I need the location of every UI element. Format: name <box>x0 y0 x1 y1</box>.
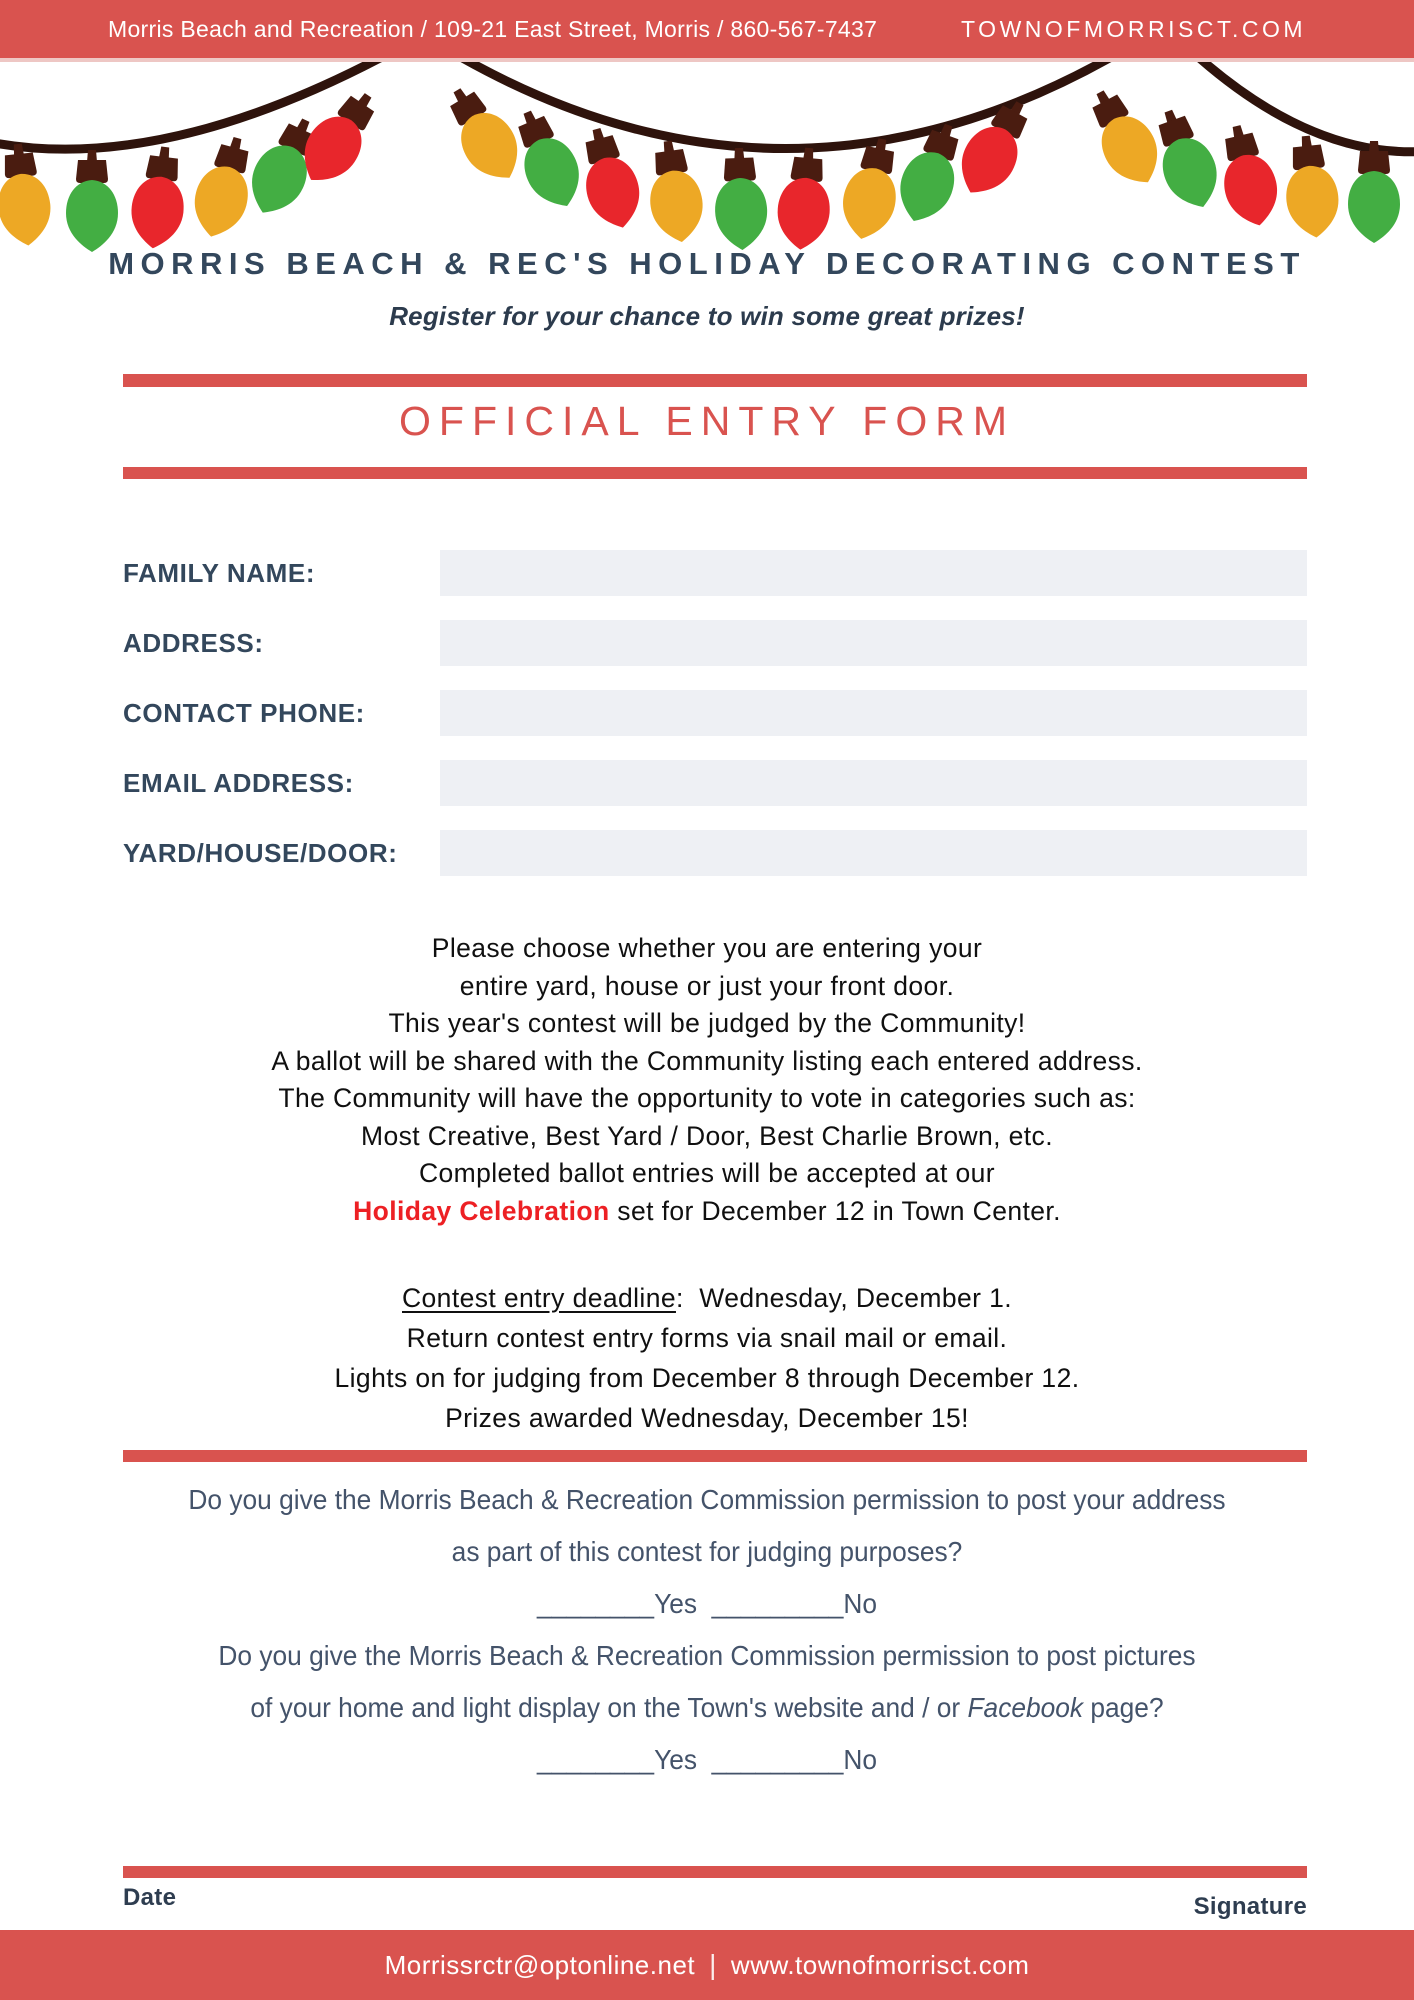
question-1-answer-line <box>42 1588 1371 1640</box>
red-light-bulb-icon <box>571 122 648 234</box>
gold-light-bulb-icon <box>642 137 708 245</box>
green-light-bulb-icon <box>1348 141 1400 243</box>
permission-questions <box>0 1484 1414 1796</box>
red-light-bulb-icon <box>1211 120 1285 231</box>
deadline-line <box>0 1318 1414 1358</box>
intro-text: set for December 12 in Town Center. <box>609 1195 1061 1226</box>
family-name-label: FAMILY NAME: <box>123 557 316 588</box>
yes-label-1: Yes <box>654 1588 698 1619</box>
yard-house-door-input[interactable] <box>440 830 1307 876</box>
intro-text: Most Creative, Best Yard / Door, Best Charlie Brown, etc. <box>361 1120 1053 1151</box>
org-website: TOWNOFMORRISCT.COM <box>961 15 1306 42</box>
question-1-line <box>42 1484 1371 1536</box>
deadline-info <box>0 1278 1414 1438</box>
gold-light-bulb-icon <box>186 131 263 243</box>
question-1-text: as part of this contest for judging purposes? <box>451 1536 963 1567</box>
date-label: Date <box>123 1884 177 1911</box>
intro-text: Completed ballot entries will be accepted at our <box>418 1158 995 1188</box>
form-row <box>123 550 1307 596</box>
intro-line <box>0 1080 1414 1118</box>
top-info-bar <box>0 0 1414 62</box>
footer-email: Morrissrctr@optonline.net <box>384 1949 696 1980</box>
yes-blank-2[interactable]: ________ <box>536 1744 655 1775</box>
question-2-text: of your home and light display on the Town's website and / or <box>250 1692 968 1723</box>
green-light-bulb-icon <box>66 150 118 252</box>
org-address-phone: Morris Beach and Recreation / 109-21 East Street, Morris / 860-567-7437 <box>108 15 878 42</box>
footer-website: www.townofmorrisct.com <box>730 1949 1030 1980</box>
deadline-line <box>0 1398 1414 1438</box>
contest-description <box>0 930 1414 1230</box>
gold-light-bulb-icon <box>836 134 908 245</box>
red-light-bulb-icon <box>774 146 835 252</box>
red-light-bulb-icon <box>127 144 191 252</box>
deadline-text: Return contest entry forms via snail mail or email. <box>406 1323 1008 1353</box>
yes-label-2: Yes <box>654 1744 698 1775</box>
question-2-text: Do you give the Morris Beach & Recreation Commission permission to post pictures <box>218 1640 1196 1671</box>
address-label: ADDRESS: <box>123 627 264 658</box>
intro-line <box>0 1155 1414 1193</box>
family-name-input[interactable] <box>440 550 1307 596</box>
footer-separator: | <box>709 1949 717 1980</box>
gold-light-bulb-icon <box>435 77 532 191</box>
intro-line <box>0 968 1414 1006</box>
intro-line <box>0 1043 1414 1081</box>
email-address-input[interactable] <box>440 760 1307 806</box>
deadline-text: : Wednesday, December 1. <box>675 1283 1012 1313</box>
deadline-text: Lights on for judging from December 8 through December 12. <box>334 1363 1080 1393</box>
form-row <box>123 830 1307 876</box>
no-blank-1[interactable]: _________ <box>711 1588 844 1619</box>
deadline-line <box>0 1358 1414 1398</box>
intro-text: Please choose whether you are entering your <box>431 933 983 963</box>
yard-house-door-label: YARD/HOUSE/DOOR: <box>123 837 398 868</box>
question-1-line <box>42 1536 1371 1588</box>
answer-gap <box>697 1744 712 1775</box>
deadline-line <box>0 1278 1414 1318</box>
divider-bar <box>123 374 1307 387</box>
intro-text: entire yard, house or just your front door. <box>459 970 955 1001</box>
form-row <box>123 690 1307 736</box>
footer-contact-bar <box>0 1930 1414 2000</box>
question-2-answer-line <box>42 1744 1371 1796</box>
form-row <box>123 760 1307 806</box>
intro-text: This year's contest will be judged by the Community! <box>388 1008 1026 1038</box>
divider-bar <box>123 1866 1307 1878</box>
gold-light-bulb-icon <box>1077 80 1171 194</box>
yes-blank-1[interactable]: ________ <box>536 1588 655 1619</box>
question-2-italic-text: Facebook <box>967 1692 1084 1723</box>
no-label-2: No <box>843 1744 878 1775</box>
page-title: MORRIS BEACH & REC'S HOLIDAY DECORATING CONTEST <box>108 246 1306 281</box>
deadline-text: Prizes awarded Wednesday, December 15! <box>445 1403 969 1433</box>
email-address-label: EMAIL ADDRESS: <box>123 767 354 798</box>
no-label-1: No <box>843 1588 878 1619</box>
intro-line <box>0 1193 1414 1231</box>
intro-line <box>0 930 1414 968</box>
intro-line <box>0 1005 1414 1043</box>
intro-text: The Community will have the opportunity to vote in categories such as: <box>278 1083 1136 1113</box>
form-row <box>123 620 1307 666</box>
question-2-line <box>42 1692 1371 1744</box>
question-2-text: page? <box>1083 1692 1164 1723</box>
contact-phone-input[interactable] <box>440 690 1307 736</box>
page-subtitle: Register for your chance to win some great prizes! <box>389 301 1025 331</box>
green-light-bulb-icon <box>503 102 591 216</box>
divider-bar <box>123 1450 1307 1462</box>
question-1-text: Do you give the Morris Beach & Recreation Commission permission to post your address <box>188 1484 1226 1515</box>
signature-label: Signature <box>1193 1893 1307 1920</box>
intro-text: A ballot will be shared with the Community listing each entered address. <box>271 1045 1143 1076</box>
gold-light-bulb-icon <box>0 141 54 248</box>
intro-red-bold-text: Holiday Celebration <box>353 1195 610 1226</box>
question-2-line <box>42 1640 1371 1692</box>
entry-form-fields <box>123 550 1307 900</box>
intro-line <box>0 1118 1414 1156</box>
no-blank-2[interactable]: _________ <box>711 1744 844 1775</box>
green-light-bulb-icon <box>713 147 769 251</box>
divider-bar <box>123 467 1307 479</box>
answer-gap <box>697 1588 712 1619</box>
address-input[interactable] <box>440 620 1307 666</box>
deadline-underline-text: Contest entry deadline <box>402 1283 676 1313</box>
contact-phone-label: CONTACT PHONE: <box>123 697 365 728</box>
entry-form-heading: OFFICIAL ENTRY FORM <box>399 398 1015 444</box>
gold-light-bulb-icon <box>1280 133 1342 240</box>
string-lights-decoration <box>0 62 1414 262</box>
